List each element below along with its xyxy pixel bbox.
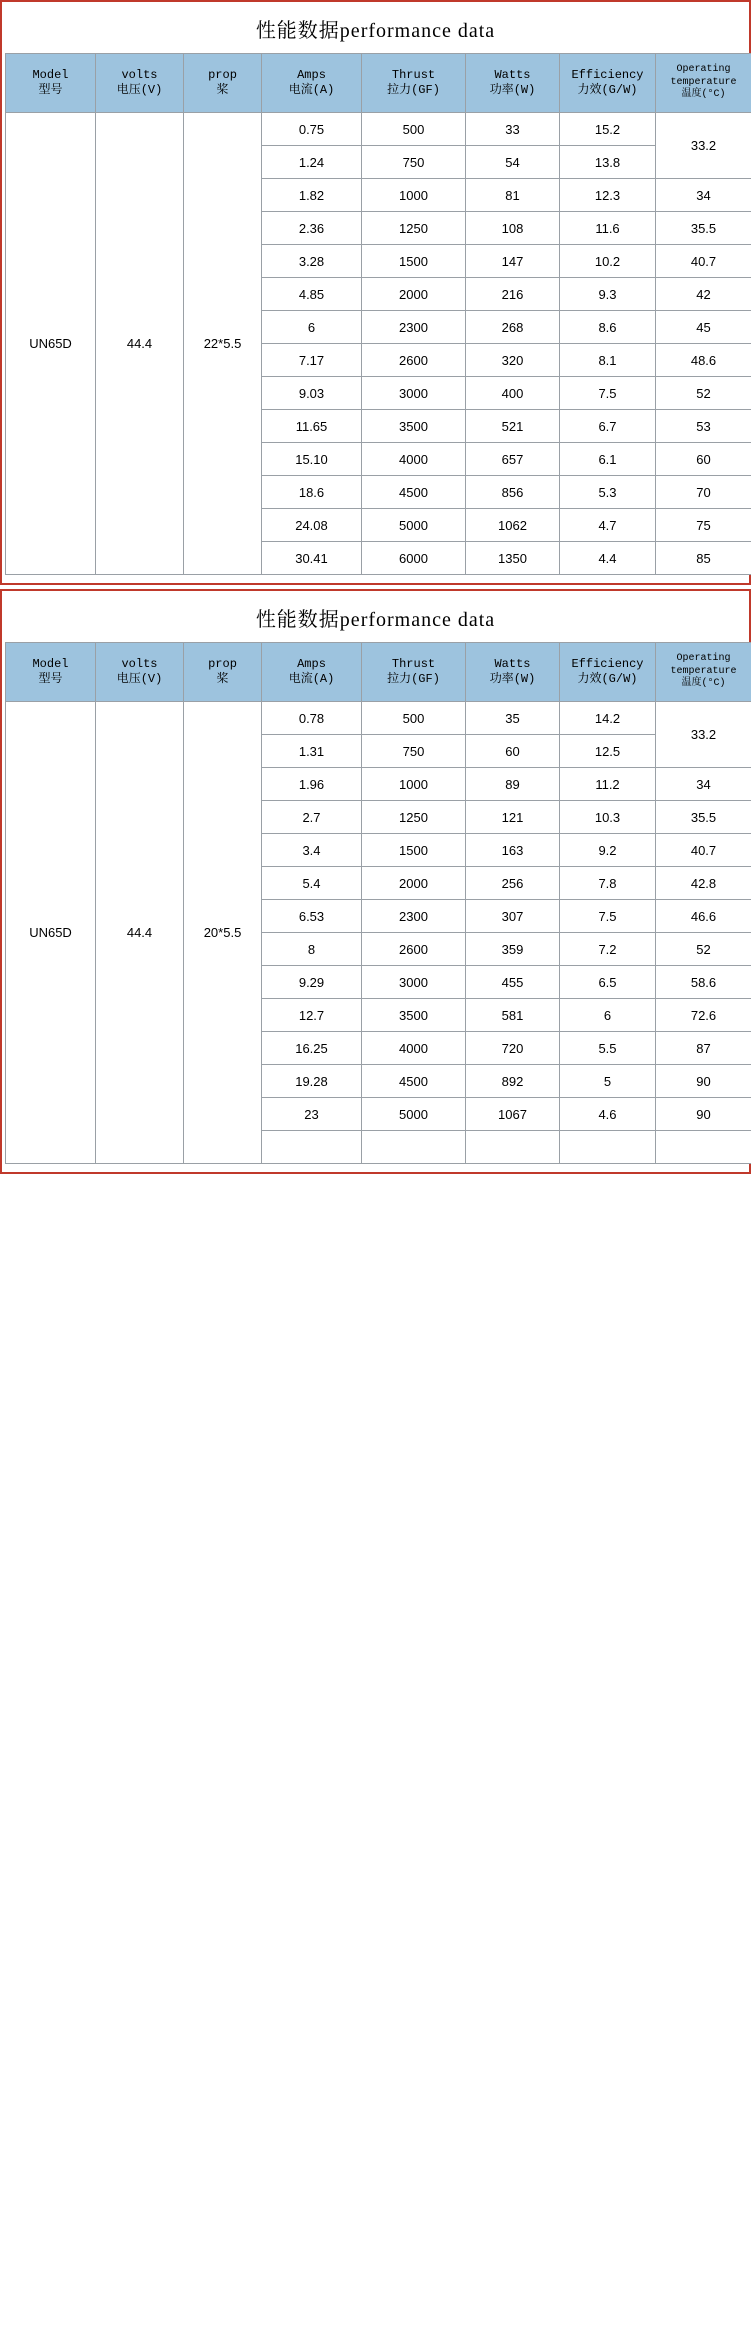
column-header-cn: 力效(G/W) <box>577 83 638 97</box>
column-header <box>262 643 362 702</box>
column-header <box>262 54 362 113</box>
column-header-cn: 电流(A) <box>288 672 335 686</box>
cell-efficiency: 10.2 <box>560 245 656 278</box>
column-header-cn: 桨 <box>216 83 229 97</box>
cell-efficiency: 8.6 <box>560 311 656 344</box>
cell-watts: 163 <box>466 834 560 867</box>
column-header-en: volts <box>121 657 158 671</box>
column-header-en: prop <box>208 68 237 82</box>
cell-temperature: 85 <box>656 542 751 575</box>
cell-watts: 121 <box>466 801 560 834</box>
column-header-en: Amps <box>297 657 326 671</box>
cell-thrust: 2600 <box>362 344 466 377</box>
cell-efficiency: 7.8 <box>560 867 656 900</box>
cell-volts: 44.4 <box>96 113 184 575</box>
cell-temperature: 52 <box>656 377 751 410</box>
cell-efficiency: 13.8 <box>560 146 656 179</box>
cell-temperature: 34 <box>656 768 751 801</box>
cell-efficiency: 5.5 <box>560 1032 656 1065</box>
table-header-row <box>6 643 751 702</box>
cell-thrust: 4500 <box>362 1065 466 1098</box>
column-header-en: Operating temperature <box>670 653 737 677</box>
cell-temperature: 58.6 <box>656 966 751 999</box>
cell-temperature: 33.2 <box>656 702 751 768</box>
cell-watts: 892 <box>466 1065 560 1098</box>
cell-amps: 24.08 <box>262 509 362 542</box>
cell-thrust: 2300 <box>362 311 466 344</box>
cell-amps: 19.28 <box>262 1065 362 1098</box>
column-header <box>184 643 262 702</box>
table-row <box>6 702 751 735</box>
cell-thrust: 750 <box>362 146 466 179</box>
cell-efficiency: 8.1 <box>560 344 656 377</box>
cell-amps: 12.7 <box>262 999 362 1032</box>
cell-thrust: 500 <box>362 702 466 735</box>
cell-amps: 7.17 <box>262 344 362 377</box>
cell-amps: 23 <box>262 1098 362 1131</box>
column-header-cn: 电流(A) <box>288 83 335 97</box>
cell-temperature: 87 <box>656 1032 751 1065</box>
column-header <box>656 54 751 113</box>
cell-thrust: 6000 <box>362 542 466 575</box>
panel-title: 性能数据performance data <box>255 609 496 631</box>
cell-temperature: 46.6 <box>656 900 751 933</box>
cell-thrust: 5000 <box>362 509 466 542</box>
column-header <box>6 643 96 702</box>
column-header-en: Thrust <box>391 68 436 82</box>
cell-watts: 268 <box>466 311 560 344</box>
column-header <box>466 643 560 702</box>
column-header-cn: 拉力(GF) <box>387 83 440 97</box>
cell-watts: 581 <box>466 999 560 1032</box>
cell-efficiency: 5.3 <box>560 476 656 509</box>
column-header-cn: 型号 <box>38 672 63 686</box>
cell-temperature: 75 <box>656 509 751 542</box>
cell-watts: 108 <box>466 212 560 245</box>
cell-thrust: 1500 <box>362 834 466 867</box>
cell-amps: 1.31 <box>262 735 362 768</box>
cell-watts: 33 <box>466 113 560 146</box>
cell-temperature: 33.2 <box>656 113 751 179</box>
cell-thrust: 1250 <box>362 801 466 834</box>
cell-watts: 256 <box>466 867 560 900</box>
panel-title: 性能数据performance data <box>255 20 496 42</box>
column-header <box>560 54 656 113</box>
cell-watts: 1067 <box>466 1098 560 1131</box>
column-header <box>6 54 96 113</box>
cell-efficiency: 6.1 <box>560 443 656 476</box>
cell-thrust: 2300 <box>362 900 466 933</box>
column-header-en: prop <box>208 657 237 671</box>
cell-watts: 35 <box>466 702 560 735</box>
performance-table-panel <box>0 589 751 1174</box>
column-header-cn: 电压(V) <box>116 83 163 97</box>
cell-amps: 2.7 <box>262 801 362 834</box>
table-row <box>6 113 751 146</box>
column-header <box>560 643 656 702</box>
cell-thrust: 3500 <box>362 410 466 443</box>
cell-thrust: 1000 <box>362 768 466 801</box>
performance-table <box>5 53 751 575</box>
cell-thrust: 2000 <box>362 278 466 311</box>
cell-efficiency: 7.2 <box>560 933 656 966</box>
cell-efficiency <box>560 1131 656 1164</box>
document-page <box>0 0 751 1174</box>
cell-efficiency: 4.7 <box>560 509 656 542</box>
cell-thrust <box>362 1131 466 1164</box>
column-header-en: Model <box>32 68 69 82</box>
cell-temperature: 72.6 <box>656 999 751 1032</box>
column-header-en: Efficiency <box>571 657 644 671</box>
cell-amps: 0.75 <box>262 113 362 146</box>
column-header <box>184 54 262 113</box>
cell-amps: 5.4 <box>262 867 362 900</box>
column-header-cn: 功率(W) <box>489 672 536 686</box>
cell-efficiency: 9.3 <box>560 278 656 311</box>
cell-amps: 9.03 <box>262 377 362 410</box>
cell-temperature <box>656 1131 751 1164</box>
column-header <box>362 54 466 113</box>
cell-efficiency: 7.5 <box>560 900 656 933</box>
cell-amps: 2.36 <box>262 212 362 245</box>
cell-temperature: 90 <box>656 1098 751 1131</box>
cell-amps: 30.41 <box>262 542 362 575</box>
cell-thrust: 1000 <box>362 179 466 212</box>
cell-thrust: 3500 <box>362 999 466 1032</box>
column-header <box>656 643 751 702</box>
cell-efficiency: 15.2 <box>560 113 656 146</box>
cell-watts: 60 <box>466 735 560 768</box>
column-header-cn: 型号 <box>38 83 63 97</box>
cell-amps: 11.65 <box>262 410 362 443</box>
cell-amps: 8 <box>262 933 362 966</box>
cell-temperature: 60 <box>656 443 751 476</box>
cell-watts: 307 <box>466 900 560 933</box>
cell-temperature: 90 <box>656 1065 751 1098</box>
column-header-cn: 功率(W) <box>489 83 536 97</box>
cell-amps <box>262 1131 362 1164</box>
performance-table <box>5 642 751 1164</box>
column-header-cn: 桨 <box>216 672 229 686</box>
cell-efficiency: 12.5 <box>560 735 656 768</box>
column-header-cn: 电压(V) <box>116 672 163 686</box>
cell-amps: 6 <box>262 311 362 344</box>
cell-watts: 455 <box>466 966 560 999</box>
cell-temperature: 42.8 <box>656 867 751 900</box>
column-header-cn: 力效(G/W) <box>577 672 638 686</box>
cell-amps: 6.53 <box>262 900 362 933</box>
cell-efficiency: 14.2 <box>560 702 656 735</box>
column-header <box>362 643 466 702</box>
column-header-en: Watts <box>494 657 531 671</box>
cell-efficiency: 4.4 <box>560 542 656 575</box>
cell-temperature: 45 <box>656 311 751 344</box>
column-header <box>466 54 560 113</box>
cell-watts: 400 <box>466 377 560 410</box>
cell-temperature: 42 <box>656 278 751 311</box>
cell-thrust: 1250 <box>362 212 466 245</box>
cell-temperature: 35.5 <box>656 212 751 245</box>
column-header-en: volts <box>121 68 158 82</box>
cell-watts: 359 <box>466 933 560 966</box>
cell-amps: 15.10 <box>262 443 362 476</box>
cell-watts <box>466 1131 560 1164</box>
cell-watts: 54 <box>466 146 560 179</box>
cell-thrust: 2600 <box>362 933 466 966</box>
column-header-cn: 温度(°C) <box>681 89 726 101</box>
cell-watts: 1062 <box>466 509 560 542</box>
cell-efficiency: 9.2 <box>560 834 656 867</box>
cell-thrust: 3000 <box>362 966 466 999</box>
column-header-en: Model <box>32 657 69 671</box>
cell-watts: 89 <box>466 768 560 801</box>
cell-thrust: 4000 <box>362 1032 466 1065</box>
cell-watts: 720 <box>466 1032 560 1065</box>
cell-thrust: 3000 <box>362 377 466 410</box>
column-header-en: Efficiency <box>571 68 644 82</box>
cell-thrust: 2000 <box>362 867 466 900</box>
cell-watts: 81 <box>466 179 560 212</box>
cell-efficiency: 7.5 <box>560 377 656 410</box>
cell-watts: 320 <box>466 344 560 377</box>
cell-volts: 44.4 <box>96 702 184 1164</box>
cell-temperature: 34 <box>656 179 751 212</box>
cell-efficiency: 4.6 <box>560 1098 656 1131</box>
column-header-en: Watts <box>494 68 531 82</box>
cell-watts: 521 <box>466 410 560 443</box>
column-header-cn: 温度(°C) <box>681 678 726 690</box>
performance-table-panel <box>0 0 751 585</box>
cell-thrust: 500 <box>362 113 466 146</box>
cell-amps: 4.85 <box>262 278 362 311</box>
cell-thrust: 750 <box>362 735 466 768</box>
cell-amps: 1.96 <box>262 768 362 801</box>
cell-thrust: 4500 <box>362 476 466 509</box>
cell-amps: 18.6 <box>262 476 362 509</box>
column-header-en: Amps <box>297 68 326 82</box>
cell-thrust: 4000 <box>362 443 466 476</box>
cell-amps: 9.29 <box>262 966 362 999</box>
cell-efficiency: 6.7 <box>560 410 656 443</box>
cell-model: UN65D <box>6 113 96 575</box>
cell-model: UN65D <box>6 702 96 1164</box>
cell-thrust: 5000 <box>362 1098 466 1131</box>
cell-prop: 22*5.5 <box>184 113 262 575</box>
column-header-en: Thrust <box>391 657 436 671</box>
cell-watts: 216 <box>466 278 560 311</box>
cell-watts: 147 <box>466 245 560 278</box>
cell-temperature: 52 <box>656 933 751 966</box>
cell-efficiency: 11.2 <box>560 768 656 801</box>
cell-prop: 20*5.5 <box>184 702 262 1164</box>
cell-watts: 856 <box>466 476 560 509</box>
cell-amps: 16.25 <box>262 1032 362 1065</box>
table-header-row <box>6 54 751 113</box>
cell-efficiency: 11.6 <box>560 212 656 245</box>
cell-efficiency: 6.5 <box>560 966 656 999</box>
cell-amps: 0.78 <box>262 702 362 735</box>
cell-temperature: 70 <box>656 476 751 509</box>
cell-efficiency: 5 <box>560 1065 656 1098</box>
column-header <box>96 643 184 702</box>
column-header <box>96 54 184 113</box>
column-header-en: Operating temperature <box>670 64 737 88</box>
cell-temperature: 40.7 <box>656 834 751 867</box>
cell-watts: 1350 <box>466 542 560 575</box>
cell-temperature: 48.6 <box>656 344 751 377</box>
cell-efficiency: 12.3 <box>560 179 656 212</box>
cell-amps: 3.28 <box>262 245 362 278</box>
cell-efficiency: 10.3 <box>560 801 656 834</box>
cell-amps: 1.82 <box>262 179 362 212</box>
cell-efficiency: 6 <box>560 999 656 1032</box>
cell-temperature: 40.7 <box>656 245 751 278</box>
cell-temperature: 53 <box>656 410 751 443</box>
cell-temperature: 35.5 <box>656 801 751 834</box>
cell-amps: 3.4 <box>262 834 362 867</box>
column-header-cn: 拉力(GF) <box>387 672 440 686</box>
cell-amps: 1.24 <box>262 146 362 179</box>
cell-thrust: 1500 <box>362 245 466 278</box>
cell-watts: 657 <box>466 443 560 476</box>
